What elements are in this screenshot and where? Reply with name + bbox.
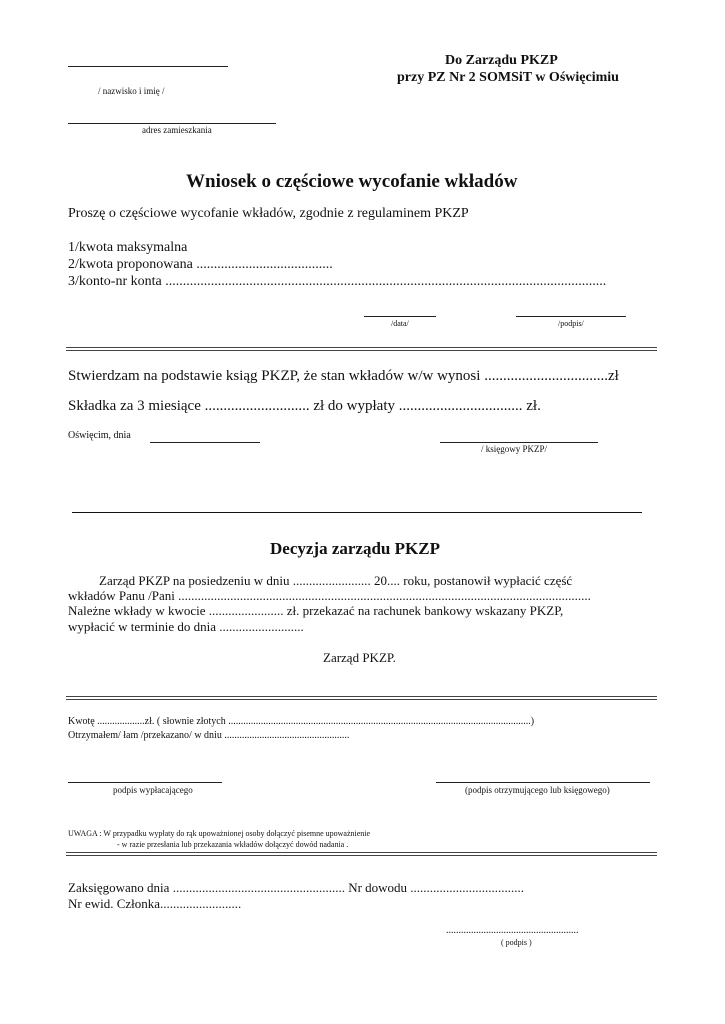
footer-signature-caption: ( podpis )	[501, 938, 532, 947]
decision-line-1: Zarząd PKZP na posiedzeniu w dniu ........................ 20.... roku, postanowił wypłacić część	[99, 573, 573, 588]
signature-line	[516, 316, 626, 317]
payer-caption: podpis wypłacającego	[113, 785, 193, 795]
receiver-signature-line	[436, 782, 650, 783]
receiver-caption: (podpis otrzymującego lub księgowego)	[465, 785, 610, 795]
notice-line-1: UWAGA : W przypadku wypłaty do rąk upoważnionej osoby dołączyć pisemne upoważnienie	[68, 829, 371, 838]
payer-signature-line	[68, 782, 222, 783]
section-divider-1	[66, 347, 657, 351]
footer-signature-dots: .....................................................	[446, 925, 579, 936]
signature-caption: /podpis/	[558, 319, 584, 328]
request-title: Wniosek o częściowe wycofanie wkładów	[186, 171, 518, 192]
request-item-max-amount: 1/kwota maksymalna	[68, 240, 188, 255]
addressee-line-2: przy PZ Nr 2 SOMSiT w Oświęcimiu	[397, 70, 619, 85]
member-number-line: Nr ewid. Członka.........................	[68, 896, 242, 911]
address-caption: adres zamieszkania	[142, 125, 212, 135]
contribution-line: Składka za 3 miesiące ............................ zł do wypłaty ................................. zł.	[68, 398, 541, 414]
decision-line-4: wypłacić w terminie do dnia ..........................	[68, 619, 304, 634]
place-date-line	[150, 442, 260, 443]
name-caption: / nazwisko i imię /	[98, 86, 165, 96]
request-item-proposed-amount: 2/kwota proponowana .......................................	[68, 257, 333, 272]
place-date-label: Oświęcim, dnia	[68, 430, 131, 441]
name-line	[68, 66, 228, 67]
section-divider-2	[72, 512, 642, 513]
request-item-account: 3/konto-nr konta ..............................................................................................................................	[68, 274, 607, 289]
section-divider-4	[66, 852, 657, 856]
payment-amount-line: Kwotę ...................zł. ( słownie złotych .........................................................................................................................)	[68, 716, 535, 727]
notice-line-2: - w razie przesłania lub przekazania wkładów dołączyć dowód nadania .	[117, 840, 349, 849]
accountant-caption: / księgowy PKZP/	[481, 444, 548, 454]
request-intro: Proszę o częściowe wycofanie wkładów, zgodnie z regulaminem PKZP	[68, 206, 469, 221]
decision-title: Decyzja zarządu PKZP	[270, 539, 440, 558]
addressee-line-1: Do Zarządu PKZP	[445, 53, 558, 68]
date-line	[364, 316, 436, 317]
balance-confirmation: Stwierdzam na podstawie ksiąg PKZP, że stan wkładów w/w wynosi .................................zł	[68, 368, 619, 384]
payment-received-line: Otrzymałem/ łam /przekazano/ w dniu ..................................................	[68, 730, 350, 741]
date-caption: /data/	[391, 319, 409, 328]
section-divider-3	[66, 696, 657, 700]
board-signature: Zarząd PKZP.	[323, 650, 396, 665]
decision-line-3: Należne wkłady w kwocie ....................... zł. przekazać na rachunek bankowy wskazany PKZP,	[68, 603, 564, 618]
booking-line: Zaksięgowano dnia ..................................................... Nr dowodu ...................................	[68, 880, 525, 895]
accountant-line	[440, 442, 598, 443]
decision-line-2: wkładów Panu /Pani ...............................................................................................................................	[68, 588, 591, 603]
address-line	[68, 123, 276, 124]
